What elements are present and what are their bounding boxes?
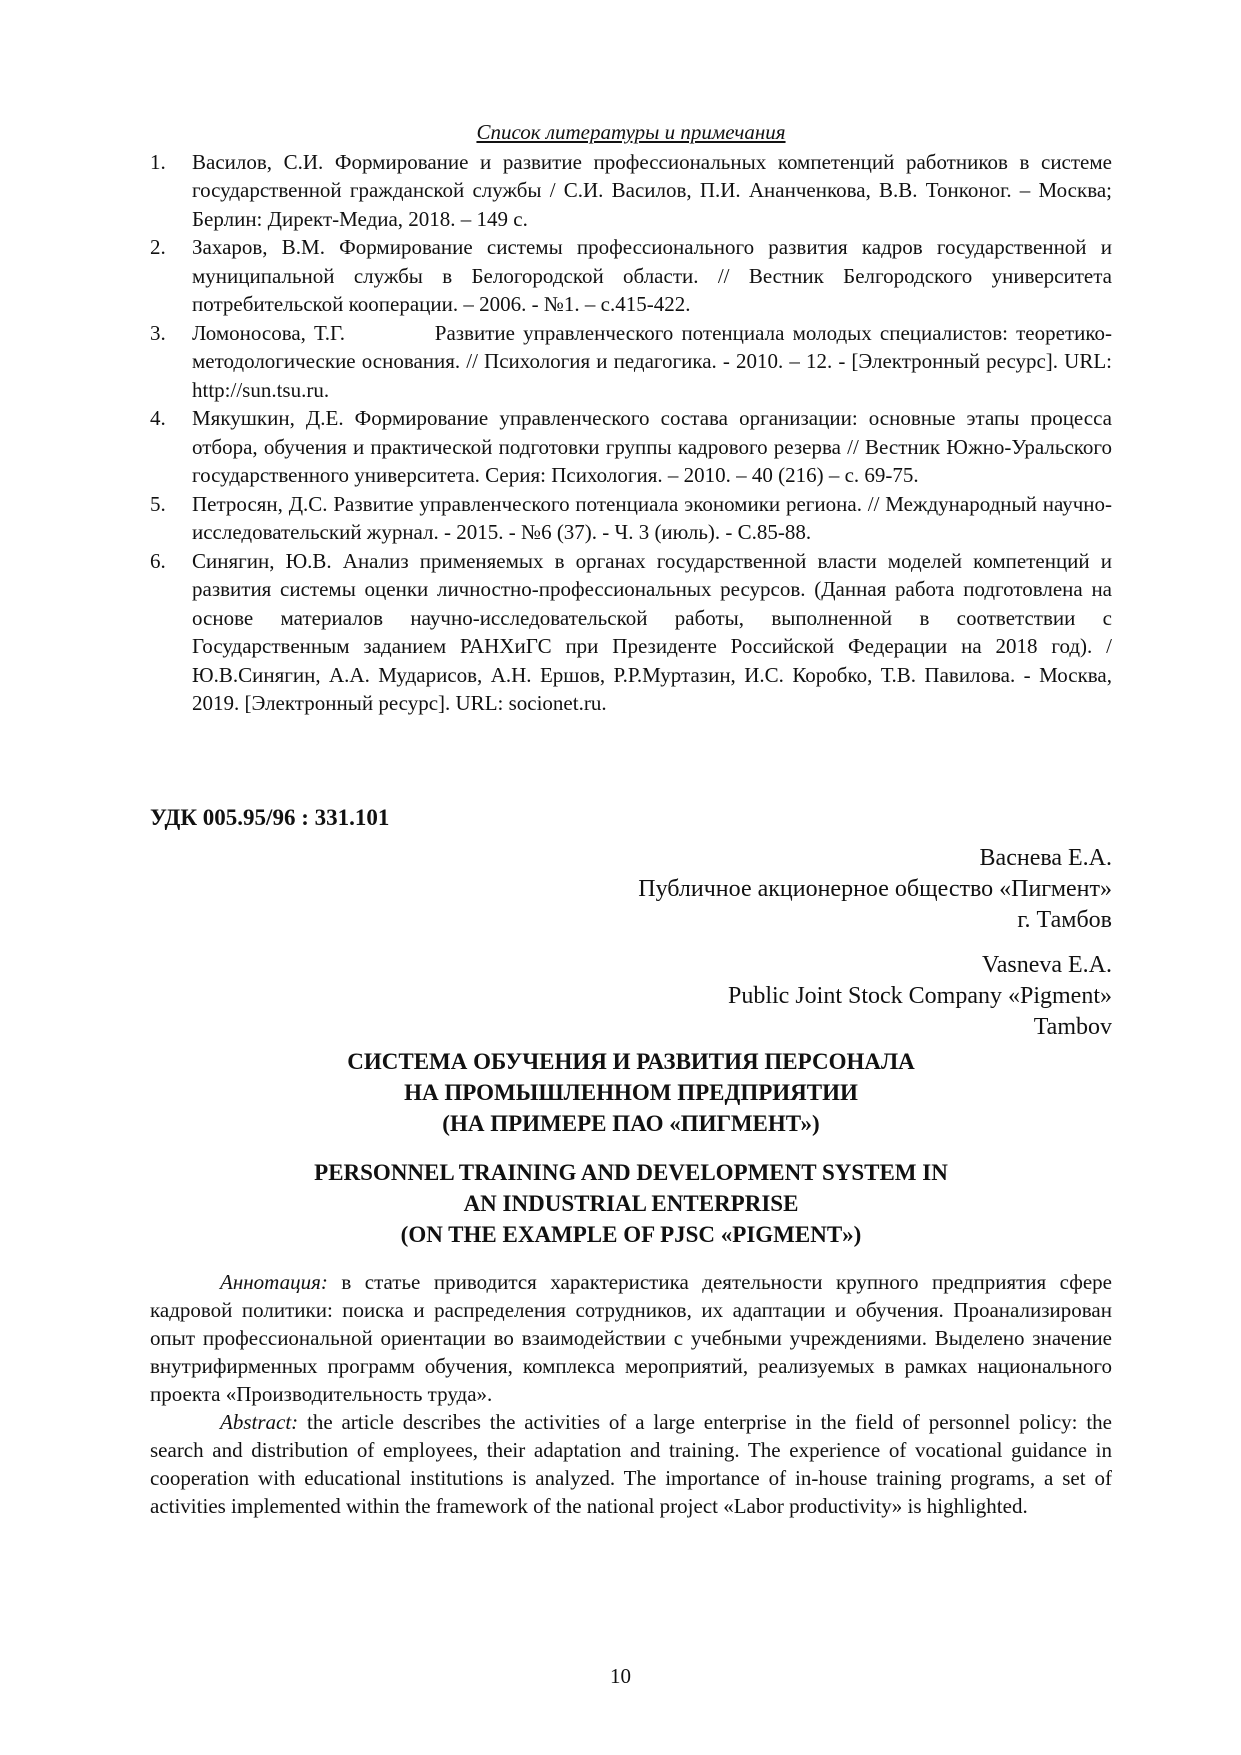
annotation-text: в статье приводится характеристика деятельности крупного предприятия сфере кадровой политики: поиска и распределения сотрудников, их адаптации и обучения. Проанализирован опыт профессиональной ориентации во взаимодействии с учебными учреждениями. Выделено значение внутрифирменных программ обучения, комплекса мероприятий, реализуемых в рамках национального проекта «Производительность труда». (150, 1269, 1112, 1406)
author-city-ru: г. Тамбов (1017, 906, 1112, 933)
title-ru-line: (НА ПРИМЕРЕ ПАО «ПИГМЕНТ») (442, 1110, 820, 1136)
author-block-ru (150, 843, 1112, 936)
annotation-label: Аннотация: (220, 1269, 328, 1294)
abstract-label: Abstract: (220, 1409, 299, 1434)
reference-number: 3. (150, 320, 166, 345)
page-number: 10 (610, 1664, 631, 1688)
reference-number: 1. (150, 149, 166, 174)
annotation-paragraph (150, 1268, 1112, 1408)
reference-item (150, 490, 1112, 547)
reference-number: 5. (150, 491, 166, 516)
title-en-line: (ON THE EXAMPLE OF PJSC «PIGMENT») (400, 1221, 862, 1247)
udk-code: УДК 005.95/96 : 331.101 (150, 804, 390, 830)
author-org-ru: Публичное акционерное общество «Пигмент» (638, 875, 1112, 902)
article-title-en (150, 1157, 1112, 1250)
title-ru-line: СИСТЕМА ОБУЧЕНИЯ И РАЗВИТИЯ ПЕРСОНАЛА (347, 1048, 915, 1074)
reference-text: Синягин, Ю.В. Анализ применяемых в органах государственной власти моделей компетенций и развития системы оценки личностно-профессиональных ресурсов. (Данная работа подготовлена на основе материалов научно-исследовательской работы, выполненной в соответствии с Государственным заданием РАНХиГС при Президенте Российской Федерации на 2018 год). / Ю.В.Синягин, А.А. Мударисов, А.Н. Ершов, Р.Р.Муртазин, И.С. Коробко, Т.В. Павилова. - Москва, 2019. [Электронный ресурс]. URL: socionet.ru. (192, 548, 1112, 715)
author-org-en: Public Joint Stock Company «Pigment» (727, 982, 1112, 1009)
author-block-en (150, 950, 1112, 1043)
author-name-ru: Васнева Е.А. (979, 844, 1112, 871)
reference-number: 4. (150, 406, 166, 430)
title-en-line: AN INDUSTRIAL ENTERPRISE (463, 1190, 799, 1216)
abstract-paragraph (150, 1408, 1112, 1520)
reference-item (150, 404, 1112, 490)
article-title-ru (150, 1046, 1112, 1139)
title-en-line: PERSONNEL TRAINING AND DEVELOPMENT SYSTEM IN (314, 1159, 948, 1185)
reference-text: Ломоносова, Т.Г. Развитие управленческого потенциала молодых специалистов: теоретико-методологические основания. // Психология и педагогика. - 2010. – 12. - [Электронный ресурс]. URL: http://sun.tsu.ru. (192, 320, 1118, 402)
reference-text: Василов, С.И. Формирование и развитие профессиональных компетенций работников в системе государственной гражданской службы / С.И. Василов, П.И. Ананченкова, В.В. Тонконог. – Москва; Берлин: Директ-Медиа, 2018. – 149 с. (192, 149, 1112, 231)
title-ru-line: НА ПРОМЫШЛЕННОМ ПРЕДПРИЯТИИ (404, 1079, 858, 1105)
reference-item (150, 547, 1112, 718)
reference-text: Петросян, Д.С. Развитие управленческого потенциала экономики региона. // Международный научно-исследовательский журнал. - 2015. - №6 (37). - Ч. 3 (июль). - С.85-88. (192, 491, 1112, 544)
abstract-text: the article describes the activities of a large enterprise in the field of personnel policy: the search and distribution of employees, their adaptation and training. The experience of vocational guidance in cooperation with educational institutions is analyzed. The importance of in-house training programs, a set of activities implemented within the framework of the national project «Labor productivity» is highlighted. (150, 1409, 1112, 1518)
page-content (150, 118, 1118, 1541)
author-city-en: Tambov (1033, 1013, 1112, 1040)
reference-text: Захаров, В.М. Формирование системы профессионального развития кадров государственной и муниципальной службы в Белогородской области. // Вестник Белгородского университета потребительской кооперации. – 2006. - №1. – с.415-422. (192, 235, 1112, 316)
reference-number: 2. (150, 235, 166, 259)
reference-item (150, 148, 1112, 234)
references-heading: Список литературы и примечания (476, 120, 786, 144)
reference-item (150, 319, 1118, 405)
reference-text: Мякушкин, Д.Е. Формирование управленческого состава организации: основные этапы процесса отбора, обучения и практической подготовки группы кадрового резерва // Вестник Южно-Уральского государственного университета. Серия: Психология. – 2010. – 40 (216) – с. 69-75. (192, 406, 1112, 487)
reference-number: 6. (150, 548, 166, 573)
reference-item (150, 233, 1112, 319)
author-name-en: Vasneva E.A. (982, 951, 1112, 978)
references-list (150, 148, 1118, 718)
